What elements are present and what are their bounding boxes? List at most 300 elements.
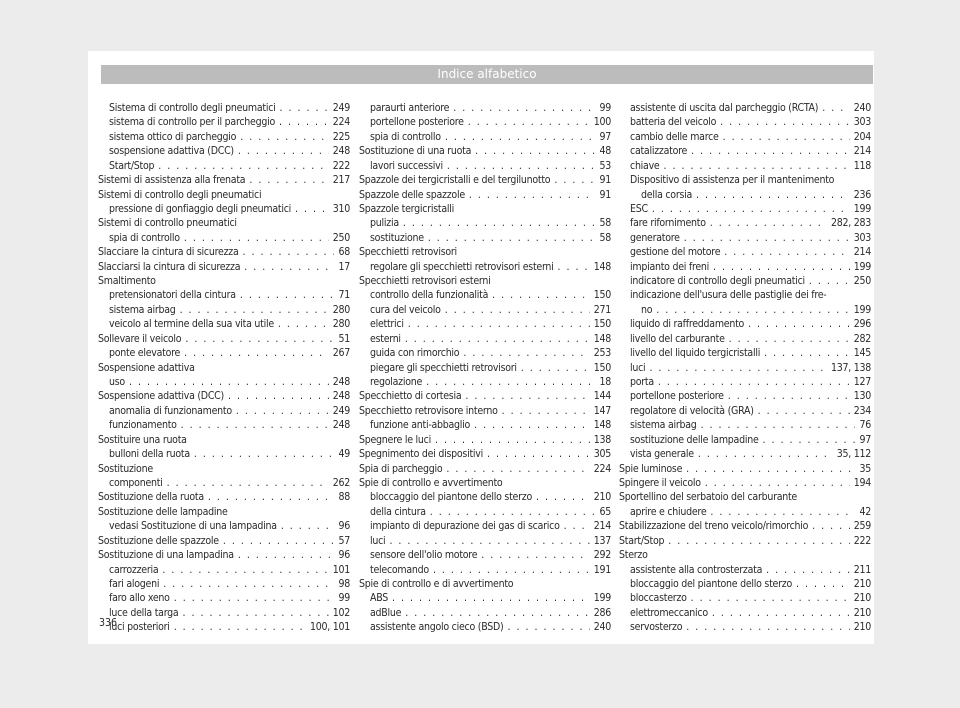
dot-leader — [428, 231, 596, 245]
dot-leader — [295, 202, 329, 216]
index-heading-label: Sostituire una ruota — [98, 433, 187, 446]
dot-leader — [724, 245, 849, 259]
index-entry — [98, 231, 350, 245]
index-column-1 — [98, 101, 350, 635]
index-entry — [619, 361, 871, 375]
index-entry-label: sensore dell'olio motore — [370, 549, 478, 562]
index-entry — [619, 188, 871, 202]
index-entry-label: pulizia — [370, 217, 399, 230]
index-heading — [359, 476, 611, 490]
index-entry-page: 71 — [338, 289, 350, 302]
index-entry-page: 240 — [853, 102, 871, 114]
index-entry-page: 68 — [338, 246, 350, 259]
index-entry-page: 225 — [332, 130, 350, 143]
index-heading — [98, 505, 350, 519]
index-entry-page: 53 — [599, 159, 611, 172]
index-entry — [359, 260, 611, 274]
index-entry-label: impianto dei freni — [630, 260, 710, 273]
dot-leader — [691, 591, 850, 605]
index-entry — [359, 620, 611, 634]
index-entry-label: sistema airbag — [630, 419, 697, 432]
dot-leader — [658, 375, 850, 389]
index-entry-page: 96 — [338, 520, 350, 533]
index-entry — [619, 202, 871, 216]
dot-leader — [729, 332, 850, 346]
page-number: 336 — [99, 617, 118, 629]
index-entry — [98, 577, 350, 591]
index-entry-page: 286 — [593, 606, 611, 619]
index-entry-label: guida con rimorchio — [370, 347, 460, 360]
index-entry — [359, 606, 611, 620]
dot-leader — [664, 159, 850, 173]
index-heading-label: Dispositivo di assistenza per il mantenimento — [630, 174, 835, 187]
index-entry — [98, 130, 350, 144]
dot-leader — [812, 519, 850, 533]
index-entry — [98, 375, 350, 389]
dot-leader — [468, 115, 590, 129]
dot-leader — [652, 202, 850, 216]
dot-leader — [446, 462, 589, 476]
index-heading-label: indicazione dell'usura delle pastiglie dei fre- — [630, 289, 827, 302]
index-entry — [98, 404, 350, 418]
index-entry-label: lavori successivi — [370, 159, 443, 172]
dot-leader — [475, 144, 595, 158]
dot-leader — [405, 606, 590, 620]
dot-leader — [174, 591, 335, 605]
index-entry — [619, 534, 871, 548]
dot-leader — [558, 260, 590, 274]
index-entry-label: Sostituzione di una lampadina — [98, 549, 234, 562]
index-entry-label: indicatore di controllo degli pneumatici — [630, 275, 805, 288]
index-entry — [98, 202, 350, 216]
index-entry-label: Start/Stop — [619, 534, 665, 547]
index-heading-label: Spie di controllo e avvertimento — [359, 476, 503, 489]
index-entry-page: 48 — [599, 145, 611, 158]
index-entry-page: 148 — [593, 260, 611, 273]
dot-leader — [180, 303, 329, 317]
index-entry-label: bloccasterzo — [630, 592, 687, 605]
index-entry — [98, 563, 350, 577]
index-entry-label: liquido di raffreddamento — [630, 318, 745, 331]
index-entry — [359, 159, 611, 173]
index-entry-label: Spazzole dei tergicristalli e del tergilunotto — [359, 174, 551, 187]
dot-leader — [564, 519, 590, 533]
dot-leader — [405, 332, 590, 346]
dot-leader — [238, 144, 329, 158]
index-entry-label: Slacciarsi la cintura di sicurezza — [98, 260, 241, 273]
index-entry — [98, 332, 350, 346]
index-entry — [98, 534, 350, 548]
dot-leader — [184, 231, 329, 245]
index-entry-label: cura del veicolo — [370, 303, 441, 316]
index-entry-label: luci posteriori — [109, 621, 170, 634]
dot-leader — [698, 447, 833, 461]
index-entry-page: 199 — [853, 303, 871, 316]
index-entry-page: 210 — [593, 491, 611, 504]
index-entry-label: ABS — [370, 592, 389, 605]
dot-leader — [167, 476, 329, 490]
index-entry-label: regolare gli specchietti retrovisori esterni — [370, 260, 554, 273]
index-entry-page: 204 — [853, 130, 871, 143]
index-entry-label: Spingere il veicolo — [619, 476, 701, 489]
index-entry-page: 191 — [593, 563, 611, 576]
index-entry — [359, 101, 611, 115]
index-heading-label: Sportellino del serbatoio del carburante — [619, 491, 797, 504]
dot-leader — [656, 303, 849, 317]
index-entry-label: sospensione adattiva (DCC) — [109, 145, 234, 158]
index-entry — [619, 332, 871, 346]
index-entry-label: Sospensione adattiva (DCC) — [98, 390, 224, 403]
index-entry — [359, 375, 611, 389]
dot-leader — [758, 404, 850, 418]
index-entry-label: impianto di depurazione dei gas di scarico — [370, 520, 560, 533]
index-entry — [359, 563, 611, 577]
index-entry — [98, 620, 350, 634]
index-entry — [98, 476, 350, 490]
dot-leader — [649, 361, 827, 375]
index-entry-page: 147 — [593, 404, 611, 417]
index-entry-page: 303 — [853, 231, 871, 244]
index-entry — [359, 447, 611, 461]
dot-leader — [764, 346, 850, 360]
index-entry-page: 310 — [332, 202, 350, 215]
index-entry-page: 118 — [853, 159, 871, 172]
index-entry — [619, 418, 871, 432]
index-entry-page: 236 — [853, 188, 871, 201]
index-entry-page: 222 — [853, 534, 871, 547]
index-entry-page: 224 — [593, 462, 611, 475]
dot-leader — [194, 447, 335, 461]
index-heading — [98, 462, 350, 476]
index-entry-page: 267 — [332, 347, 350, 360]
index-heading — [359, 577, 611, 591]
index-entry-label: ponte elevatore — [109, 347, 181, 360]
index-entry — [619, 303, 871, 317]
index-entry-label: Sostituzione di una ruota — [359, 145, 472, 158]
index-entry-label: paraurti anteriore — [370, 102, 450, 114]
index-entry-label: catalizzatore — [630, 145, 688, 158]
index-entry — [359, 332, 611, 346]
index-entry-label: carrozzeria — [109, 563, 159, 576]
index-entry — [359, 505, 611, 519]
index-entry-label: no — [641, 303, 653, 316]
index-entry-page: 130 — [853, 390, 871, 403]
index-entry-page: 88 — [338, 491, 350, 504]
index-entry-label: sostituzione delle lampadine — [630, 433, 759, 446]
dot-leader — [403, 216, 596, 230]
dot-leader — [249, 173, 328, 187]
index-entry — [98, 519, 350, 533]
index-entry-page: 250 — [853, 275, 871, 288]
index-entry — [98, 303, 350, 317]
index-entry-page: 303 — [853, 116, 871, 129]
index-entry-page: 214 — [853, 145, 871, 158]
index-entry-label: veicolo al termine della sua vita utile — [109, 318, 274, 331]
index-entry-page: 234 — [853, 404, 871, 417]
index-entry-label: esterni — [370, 332, 401, 345]
index-entry-page: 249 — [332, 404, 350, 417]
index-entry-page: 144 — [593, 390, 611, 403]
index-entry — [359, 188, 611, 202]
page-header: Indice alfabetico — [101, 65, 873, 84]
index-entry-page: 148 — [593, 332, 611, 345]
index-entry-page: 305 — [593, 448, 611, 461]
index-entry — [619, 519, 871, 533]
index-entry — [619, 260, 871, 274]
dot-leader — [278, 317, 329, 331]
dot-leader — [181, 418, 329, 432]
index-entry-label: della corsia — [641, 188, 693, 201]
dot-leader — [129, 375, 329, 389]
index-entry-label: regolazione — [370, 376, 423, 389]
index-entry-page: 101 — [332, 563, 350, 576]
index-entry-label: luci — [370, 534, 386, 547]
index-entry — [359, 231, 611, 245]
index-entry — [619, 433, 871, 447]
dot-leader — [723, 130, 850, 144]
index-entry — [619, 130, 871, 144]
index-entry-label: pretensionatori della cintura — [109, 289, 236, 302]
index-entry-label: funzione anti-abbaglio — [370, 419, 471, 432]
index-entry-page: 99 — [599, 102, 611, 114]
dot-leader — [174, 620, 306, 634]
index-entry-label: elettromeccanico — [630, 606, 708, 619]
index-heading-label: Smaltimento — [98, 275, 156, 288]
index-heading — [98, 361, 350, 375]
index-entry-page: 249 — [332, 102, 350, 114]
index-entry-page: 137, 138 — [830, 361, 871, 374]
index-entry-page: 150 — [593, 318, 611, 331]
index-entry-label: spia di controllo — [109, 231, 180, 244]
index-entry-label: Sostituzione della ruota — [98, 491, 204, 504]
dot-leader — [445, 303, 590, 317]
index-entry-page: 97 — [599, 130, 611, 143]
index-heading-label: Spie di controllo e di avvertimento — [359, 577, 514, 590]
index-entry-label: fari alogeni — [109, 577, 160, 590]
index-entry-page: 49 — [338, 448, 350, 461]
dot-leader — [796, 577, 850, 591]
index-entry — [359, 361, 611, 375]
dot-leader — [809, 274, 850, 288]
dot-leader — [502, 404, 590, 418]
index-entry — [98, 447, 350, 461]
index-heading-label: Sostituzione — [98, 462, 153, 475]
index-heading — [619, 173, 871, 187]
index-heading-label: Sostituzione delle lampadine — [98, 505, 228, 518]
index-entry-label: elettrici — [370, 318, 404, 331]
dot-leader — [536, 490, 590, 504]
index-entry-label: porta — [630, 376, 654, 389]
dot-leader — [430, 505, 596, 519]
index-entry-label: vista generale — [630, 448, 694, 461]
index-entry-page: 100 — [593, 116, 611, 129]
index-entry — [619, 606, 871, 620]
index-entry-page: 199 — [853, 202, 871, 215]
dot-leader — [766, 563, 850, 577]
dot-leader — [554, 173, 595, 187]
index-entry — [619, 375, 871, 389]
index-entry-label: adBlue — [370, 606, 402, 619]
index-entry-page: 224 — [332, 116, 350, 129]
index-entry-page: 248 — [332, 145, 350, 158]
index-entry-page: 199 — [593, 592, 611, 605]
dot-leader — [469, 188, 596, 202]
index-entry — [98, 389, 350, 403]
index-entry-page: 145 — [853, 347, 871, 360]
dot-leader — [281, 519, 335, 533]
dot-leader — [465, 389, 589, 403]
index-entry — [359, 433, 611, 447]
index-entry — [619, 231, 871, 245]
index-entry-page: 296 — [853, 318, 871, 331]
index-entry-page: 292 — [593, 549, 611, 562]
dot-leader — [433, 563, 590, 577]
index-entry — [98, 159, 350, 173]
index-column-3 — [619, 101, 871, 635]
index-entry-label: Specchietto retrovisore interno — [359, 404, 498, 417]
index-entry — [98, 606, 350, 620]
index-heading-label: Sospensione adattiva — [98, 361, 195, 374]
index-entry-label: sistema ottico di parcheggio — [109, 130, 237, 143]
index-entry — [619, 159, 871, 173]
dot-leader — [691, 144, 850, 158]
dot-leader — [435, 433, 590, 447]
index-entry-label: controllo della funzionalità — [370, 289, 489, 302]
index-entry-page: 199 — [853, 260, 871, 273]
index-entry-label: vedasi Sostituzione di una lampadina — [109, 520, 277, 533]
index-entry — [619, 404, 871, 418]
index-entry-label: uso — [109, 376, 125, 389]
dot-leader — [684, 231, 850, 245]
index-entry-page: 98 — [338, 577, 350, 590]
index-page — [88, 51, 874, 644]
index-entry-page: 42 — [859, 505, 871, 518]
index-entry-page: 57 — [338, 534, 350, 547]
index-entry-label: spia di controllo — [370, 130, 441, 143]
index-heading-label: Sistemi di controllo pneumatici — [98, 217, 237, 230]
index-entry-label: della cintura — [370, 505, 426, 518]
index-entry-page: 102 — [332, 606, 350, 619]
index-entry-label: luce della targa — [109, 606, 179, 619]
index-entry — [619, 101, 871, 115]
dot-leader — [389, 534, 589, 548]
dot-leader — [236, 404, 329, 418]
index-entry-label: sistema airbag — [109, 303, 176, 316]
dot-leader — [696, 188, 850, 202]
index-entry — [619, 563, 871, 577]
index-entry — [98, 173, 350, 187]
index-entry-label: Slacciare la cintura di sicurezza — [98, 246, 239, 259]
index-entry-label: livello del liquido tergicristalli — [630, 347, 761, 360]
dot-leader — [163, 577, 334, 591]
dot-leader — [240, 288, 335, 302]
index-entry-label: portellone posteriore — [370, 116, 464, 129]
index-entry-page: 250 — [332, 231, 350, 244]
index-entry — [359, 548, 611, 562]
index-entry-page: 58 — [599, 217, 611, 230]
index-entry-label: Sistemi di assistenza alla frenata — [98, 174, 246, 187]
index-entry-page: 18 — [599, 376, 611, 389]
dot-leader — [492, 288, 590, 302]
index-entry-page: 91 — [599, 188, 611, 201]
index-heading — [619, 490, 871, 504]
index-entry-label: funzionamento — [109, 419, 177, 432]
index-entry — [98, 260, 350, 274]
dot-leader — [763, 433, 856, 447]
dot-leader — [392, 591, 590, 605]
index-entry — [98, 317, 350, 331]
index-entry-page: 127 — [853, 376, 871, 389]
index-entry-label: Start/Stop — [109, 159, 155, 172]
dot-leader — [453, 101, 595, 115]
index-entry-label: portellone posteriore — [630, 390, 724, 403]
dot-leader — [507, 620, 589, 634]
index-entry-label: bloccaggio del piantone dello sterzo — [370, 491, 532, 504]
dot-leader — [720, 115, 850, 129]
dot-leader — [426, 375, 595, 389]
index-entry-label: Spegnimento dei dispositivi — [359, 448, 484, 461]
index-entry-page: 76 — [859, 419, 871, 432]
index-entry — [359, 591, 611, 605]
index-entry — [619, 462, 871, 476]
index-heading-label: Sterzo — [619, 549, 648, 562]
index-heading — [619, 288, 871, 302]
index-entry-page: 91 — [599, 174, 611, 187]
index-entry — [619, 577, 871, 591]
index-entry-label: pressione di gonfiaggio degli pneumatici — [109, 202, 292, 215]
index-entry-page: 282 — [853, 332, 871, 345]
index-entry-page: 137 — [593, 534, 611, 547]
dot-leader — [705, 476, 850, 490]
index-entry-page: 222 — [332, 159, 350, 172]
index-entry-page: 17 — [338, 260, 350, 273]
index-heading — [359, 245, 611, 259]
dot-leader — [686, 462, 855, 476]
index-entry — [619, 274, 871, 288]
index-entry — [359, 144, 611, 158]
index-heading — [359, 202, 611, 216]
index-entry-page: 282, 283 — [830, 217, 871, 230]
index-entry-label: assistente angolo cieco (BSD) — [370, 621, 504, 634]
index-heading-label: Specchietti retrovisori — [359, 246, 457, 259]
index-entry — [359, 173, 611, 187]
index-entry-label: livello del carburante — [630, 332, 725, 345]
index-heading-label: Specchietti retrovisori esterni — [359, 275, 491, 288]
index-entry — [619, 476, 871, 490]
index-entry-page: 253 — [593, 347, 611, 360]
dot-leader — [228, 389, 329, 403]
dot-leader — [208, 490, 335, 504]
dot-leader — [748, 317, 850, 331]
index-entry-page: 214 — [853, 246, 871, 259]
index-entry — [359, 115, 611, 129]
index-entry-page: 280 — [332, 303, 350, 316]
dot-leader — [728, 389, 850, 403]
index-entry-page: 210 — [853, 606, 871, 619]
index-entry — [359, 317, 611, 331]
dot-leader — [184, 346, 329, 360]
index-heading — [98, 216, 350, 230]
index-entry — [359, 418, 611, 432]
index-entry — [359, 534, 611, 548]
index-entry — [619, 591, 871, 605]
index-entry-page: 248 — [332, 390, 350, 403]
dot-leader — [280, 101, 329, 115]
index-entry — [98, 101, 350, 115]
index-entry-label: Stabilizzazione del treno veicolo/rimorchio — [619, 520, 809, 533]
dot-leader — [244, 260, 334, 274]
index-entry-label: bloccaggio del piantone dello sterzo — [630, 577, 792, 590]
